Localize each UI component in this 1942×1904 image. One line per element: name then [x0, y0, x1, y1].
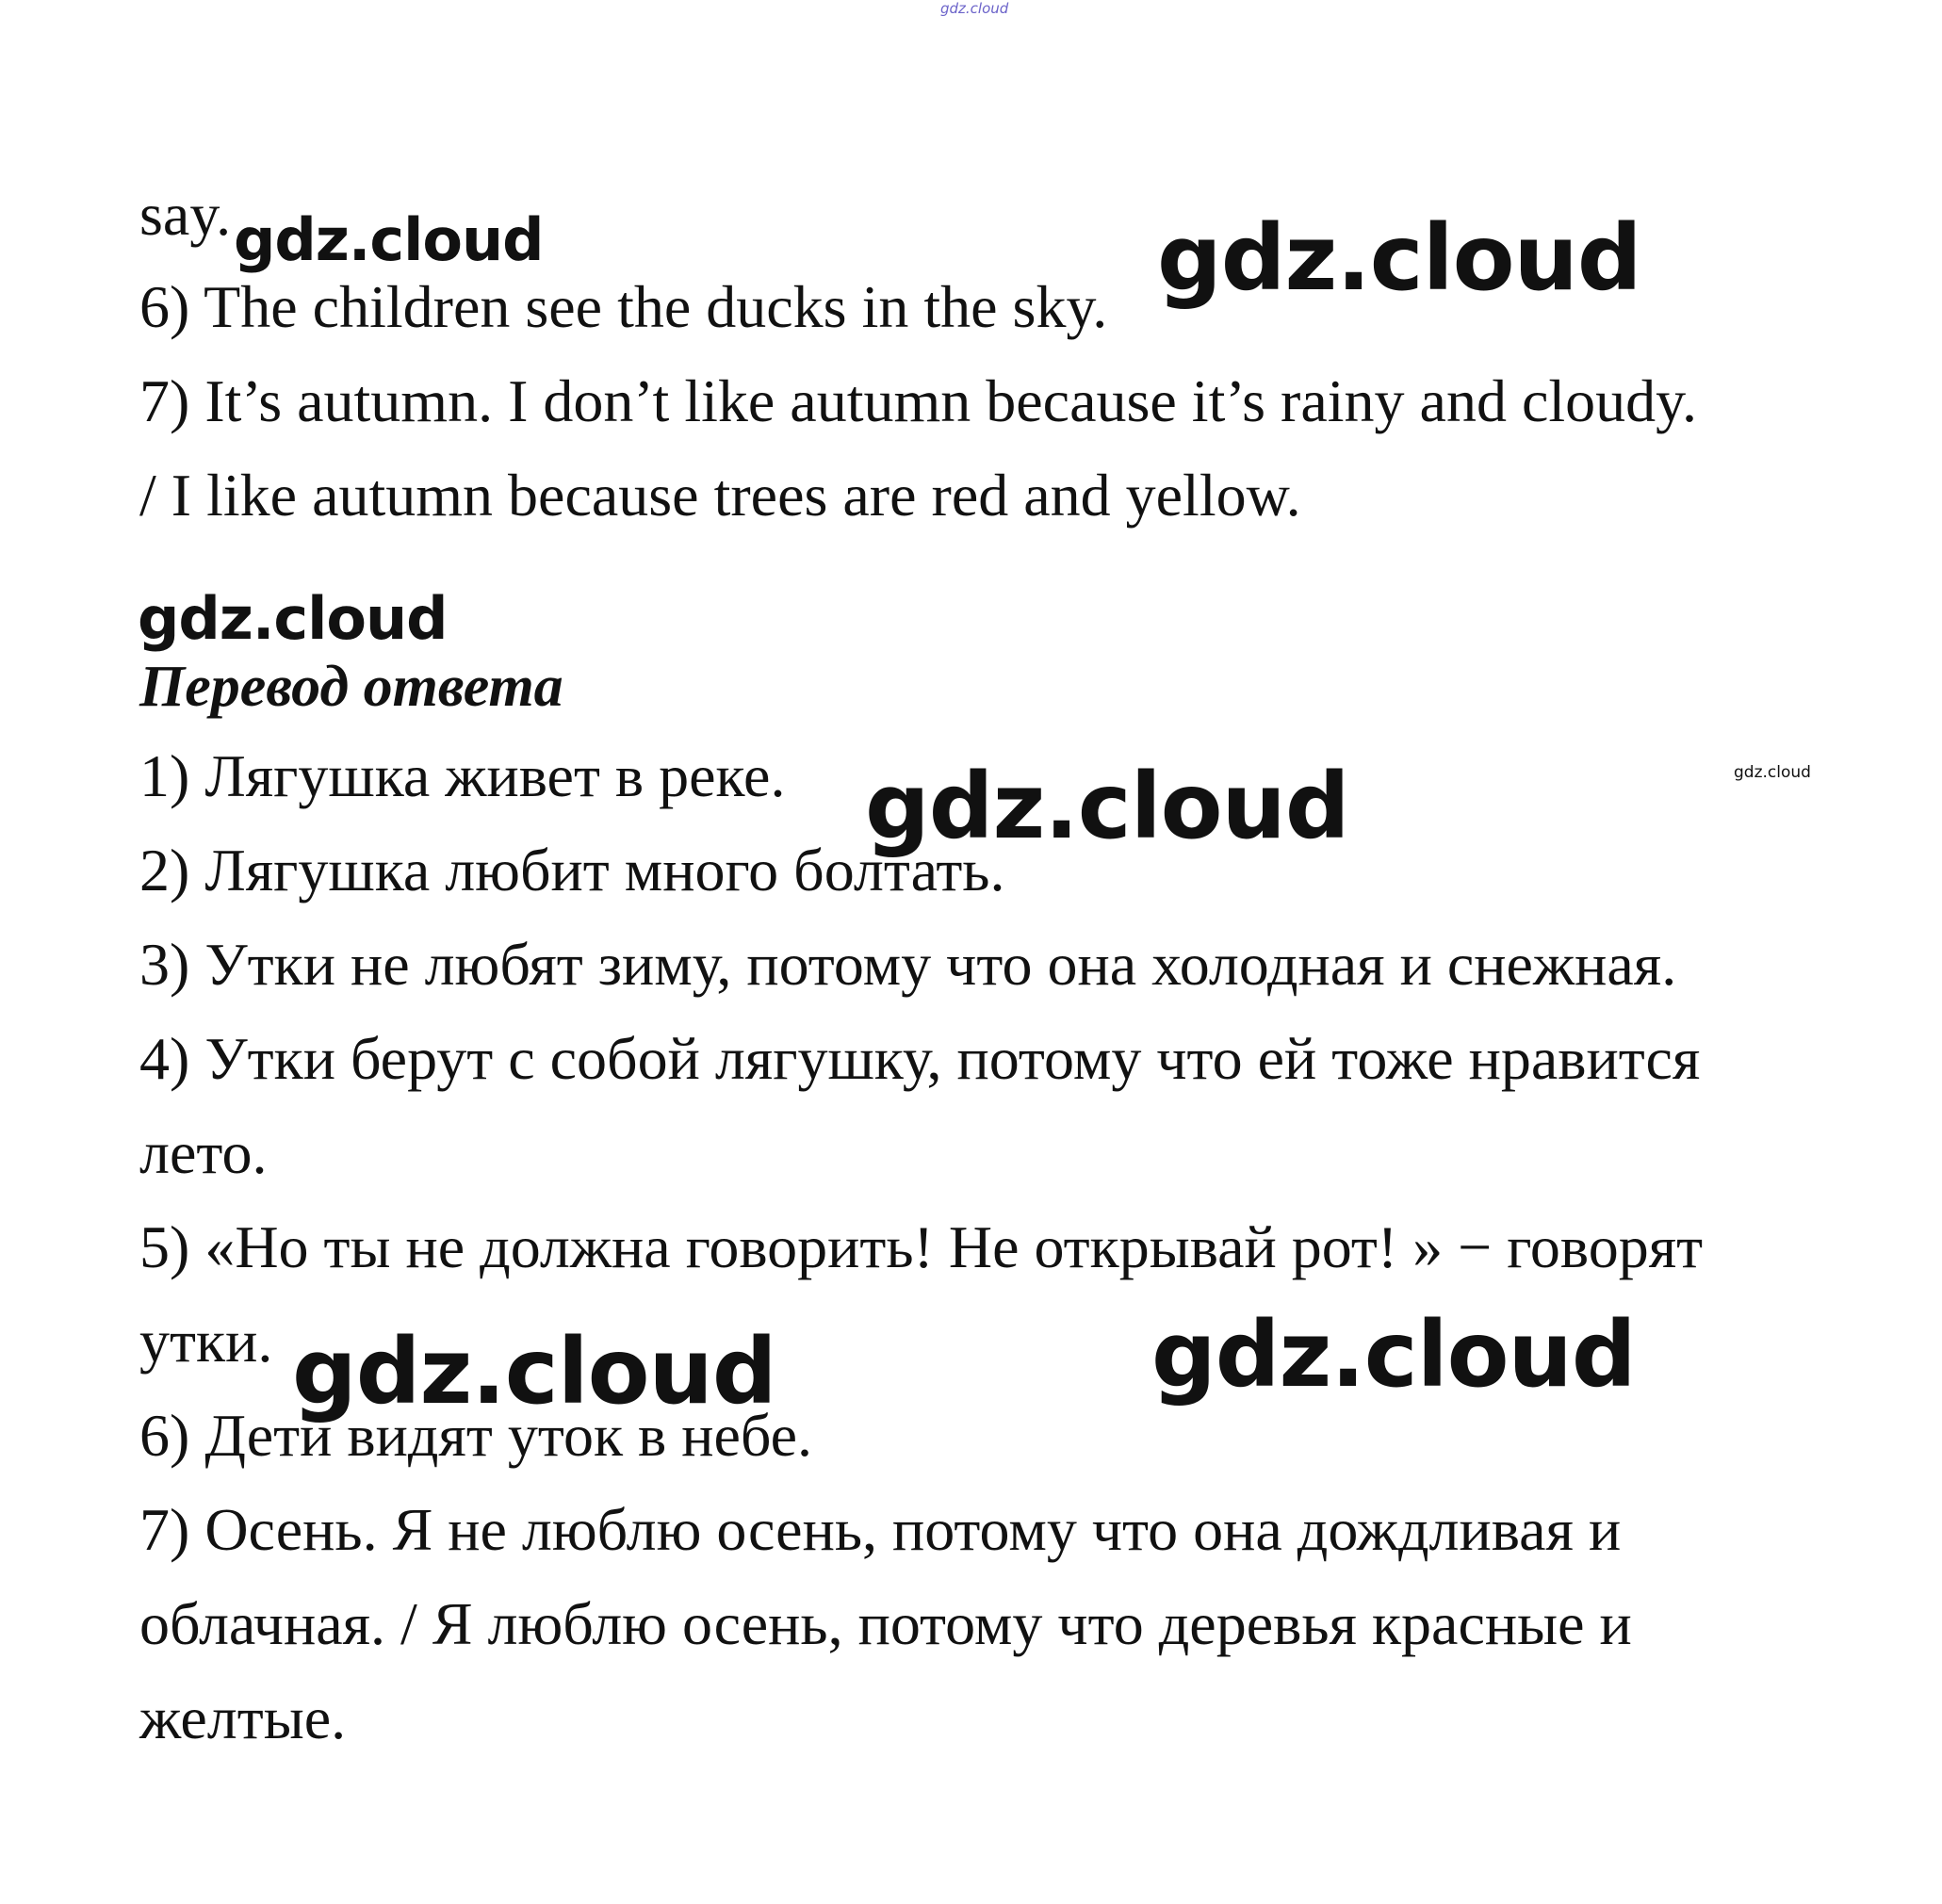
- translation-line-5: 5) «Но ты не должна говорить! Не открывай рот! » − говорят: [139, 1213, 1704, 1280]
- translation-line-1: 1) Лягушка живет в реке.: [139, 742, 786, 809]
- translation-line-4-cont: лето.: [139, 1119, 268, 1186]
- translation-line-6: 6) Дети видят уток в небе.: [139, 1402, 813, 1469]
- watermark-2: gdz.cloud: [1157, 205, 1641, 311]
- translation-line-3: 3) Утки не любят зиму, потому что она холодная и снежная.: [139, 931, 1677, 998]
- answer-line-say: say.: [139, 181, 232, 248]
- watermark-top: gdz.cloud: [940, 0, 1009, 17]
- translation-line-2: 2) Лягушка любит много болтать.: [139, 837, 1005, 903]
- translation-line-5-cont: утки.: [139, 1308, 273, 1375]
- watermark-6: gdz.cloud: [1151, 1302, 1636, 1408]
- answer-line-7: 7) It’s autumn. I don’t like autumn because it’s rainy and cloudy.: [139, 367, 1697, 434]
- translation-heading: Перевод ответа: [139, 655, 563, 719]
- watermark-3: gdz.cloud: [138, 584, 448, 653]
- translation-line-4: 4) Утки берут с собой лягушку, потому что ей тоже нравится: [139, 1025, 1701, 1092]
- translation-line-7-cont: облачная. / Я люблю осень, потому что деревья красные и: [139, 1590, 1632, 1657]
- answer-line-7-alt: / I like autumn because trees are red and yellow.: [139, 462, 1301, 529]
- translation-line-7: 7) Осень. Я не люблю осень, потому что она дождливая и: [139, 1496, 1622, 1563]
- answer-line-6: 6) The children see the ducks in the sky.: [139, 273, 1108, 340]
- watermark-tiny: gdz.cloud: [1734, 763, 1811, 782]
- watermark-4: gdz.cloud: [865, 754, 1349, 859]
- watermark-1: gdz.cloud: [234, 205, 544, 274]
- translation-line-7-end: желтые.: [139, 1684, 347, 1751]
- watermark-5: gdz.cloud: [292, 1319, 776, 1424]
